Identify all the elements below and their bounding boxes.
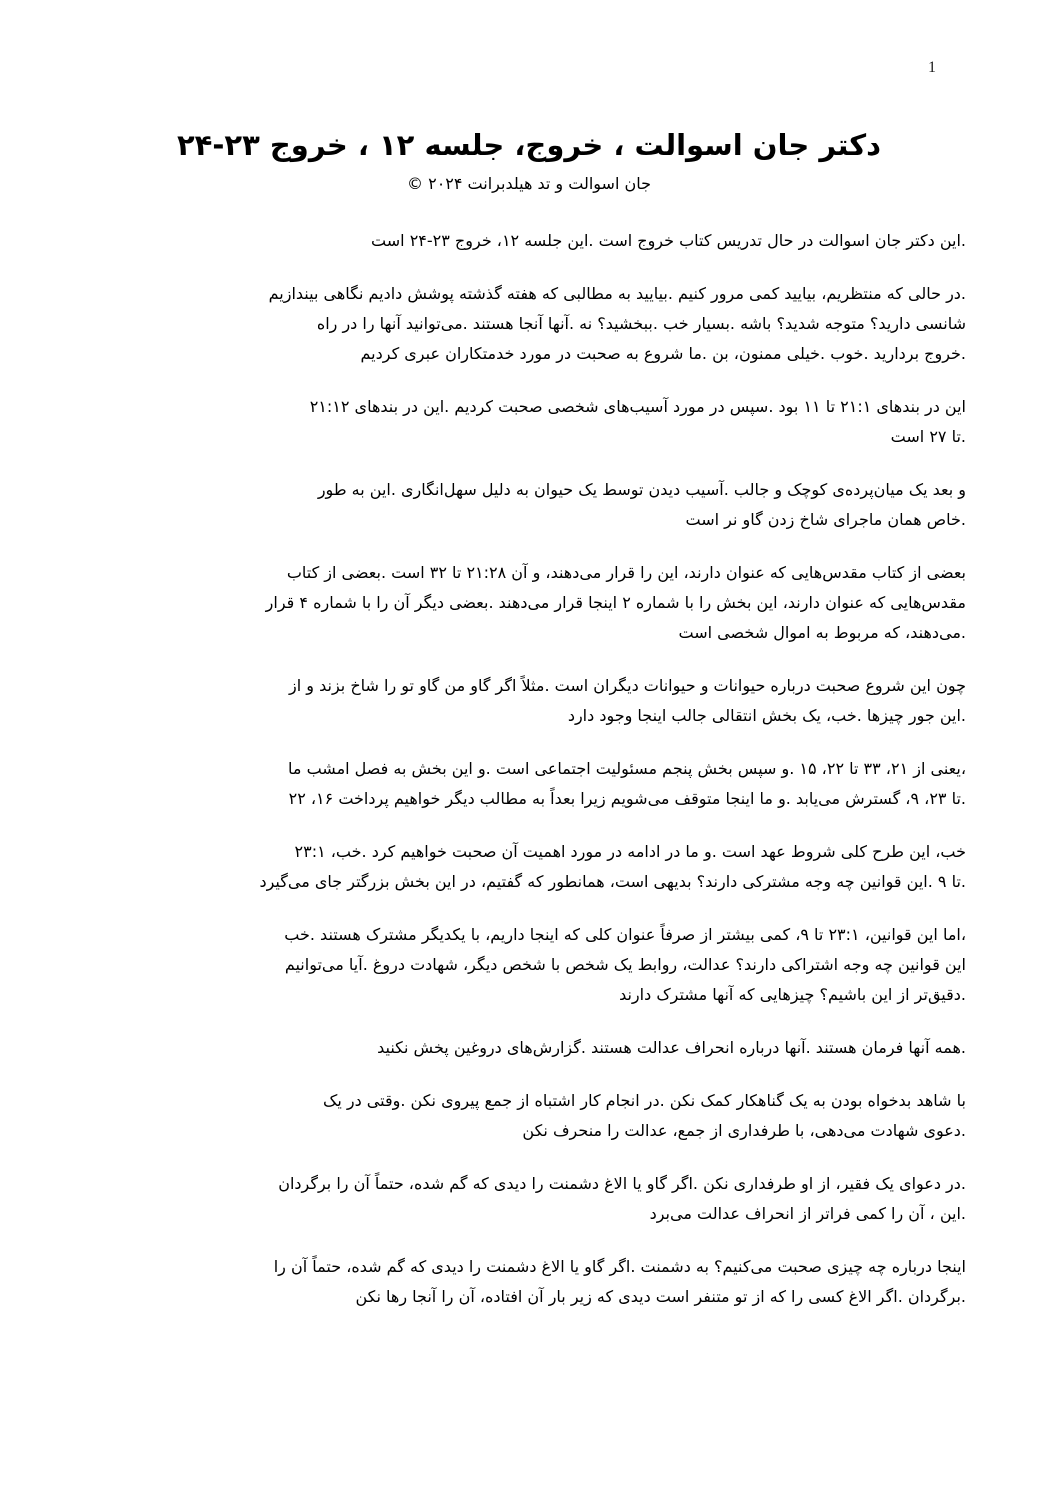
text-line: مقدس‌هایی که عنوان دارند، این بخش را با شماره ۲ اینجا قرار می‌دهند .بعضی دیگر آن را با شماره ۴ قرار — [265, 593, 966, 612]
text-line: .تا ۲۷ است — [890, 427, 966, 446]
paragraph — [92, 1252, 966, 1312]
paragraph — [92, 226, 966, 256]
paragraph — [92, 1086, 966, 1146]
document-header — [0, 0, 1058, 196]
text-line: .تا ۲۳، ۹، گسترش می‌یابد .و ما اینجا متوقف می‌شویم زیرا بعداً به مطالب دیگر خواهیم پرداخت ۱۶، ۲۲ — [288, 789, 966, 808]
text-line: .این جور چیزها .خب، یک بخش انتقالی جالب اینجا وجود دارد — [567, 706, 966, 725]
text-line: .همه آنها فرمان هستند .آنها درباره انحراف عدالت هستند .گزارش‌های دروغین پخش نکنید — [377, 1038, 966, 1057]
text-line: چون این شروع صحبت درباره حیوانات و حیوانات دیگران است .مثلاً اگر گاو من گاو تو را شاخ بزند و از — [289, 676, 966, 695]
text-line: .در حالی که منتظریم، بیایید کمی مرور کنیم .بیایید به مطالبی که هفته گذشته پوشش دادیم نگاهی بیندازیم — [268, 284, 966, 303]
text-line: .تا ۹ .این قوانین چه وجه مشترکی دارند؟ بدیهی است، همانطور که گفتیم، در این بخش بزرگتر جای می‌گیرد — [259, 872, 966, 891]
text-line: و بعد یک میان‌پرده‌ی کوچک و جالب .آسیب دیدن توسط یک حیوان به دلیل سهل‌انگاری .این به طور — [317, 480, 966, 499]
text-line: .این دکتر جان اسوالت در حال تدریس کتاب خروج است .این جلسه ۱۲، خروج ۲۳-۲۴ است — [371, 231, 966, 250]
text-line: خب، این طرح کلی شروط عهد است .و ما در ادامه در مورد اهمیت آن صحبت خواهیم کرد .خب، ۲۳:۱ — [294, 842, 966, 861]
text-line: شانسی دارید؟ متوجه شدید؟ باشه .بسیار خب .ببخشید؟ نه .آنها آنجا هستند .می‌توانید آنها را در راه — [316, 314, 966, 333]
text-line: .خاص همان ماجرای شاخ زدن گاو نر است — [685, 510, 966, 529]
text-line: این قوانین چه وجه اشتراکی دارند؟ عدالت، روابط یک شخص با شخص دیگر، شهادت دروغ .آیا می‌توانیم — [284, 955, 966, 974]
text-line: .این ، آن را کمی فراتر از انحراف عدالت می‌برد — [649, 1204, 966, 1223]
paragraph — [92, 1033, 966, 1063]
copyright-byline: جان اسوالت و تد هیلدبرانت ۲۰۲۴ © — [407, 174, 651, 193]
paragraph — [92, 475, 966, 535]
text-line: .خروج بردارید .خوب .خیلی ممنون، بن .ما شروع به صحبت در مورد خدمتکاران عبری کردیم — [360, 344, 966, 363]
text-line: بعضی از کتاب مقدس‌هایی که عنوان دارند، این را قرار می‌دهند، و آن ۲۱:۲۸ تا ۳۲ است .بعضی از کتاب — [286, 563, 966, 582]
page-number: 1 — [928, 59, 936, 76]
paragraph — [92, 837, 966, 897]
paragraph — [92, 920, 966, 1010]
paragraph — [92, 754, 966, 814]
transcript-body — [92, 226, 966, 1312]
text-line: .می‌دهند، که مربوط به اموال شخصی است — [678, 623, 966, 642]
text-line: .برگردان .اگر الاغ کسی را که از تو متنفر است دیدی که زیر بار آن افتاده، آن را آنجا رها نکن — [355, 1287, 966, 1306]
text-line: .دعوی شهادت می‌دهی، با طرفداری از جمع، عدالت را منحرف نکن — [522, 1121, 966, 1140]
document-title: دکتر جان اسوالت ، خروج، جلسه ۱۲ ، خروج ۲۳-۲۴ — [176, 128, 882, 162]
text-line: اینجا درباره چه چیزی صحبت می‌کنیم؟ به دشمنت .اگر گاو یا الاغ دشمنت را دیدی که گم شده، حتماً آن را — [273, 1257, 966, 1276]
text-line: .دقیق‌تر از این باشیم؟ چیزهایی که آنها مشترک دارند — [619, 985, 966, 1004]
text-line: ،اما این قوانین، ۲۳:۱ تا ۹، کمی بیشتر از صرفاً عنوان کلی که اینجا داریم، با یکدیگر مشترک هستند .خب — [284, 925, 966, 944]
text-line: .در دعوای یک فقیر، از او طرفداری نکن .اگر گاو یا الاغ دشمنت را دیدی که گم شده، حتماً آن را برگردان — [278, 1174, 966, 1193]
text-line: ،یعنی از ۲۱، ۳۳ تا ۲۲، ۱۵ .و سپس بخش پنجم مسئولیت اجتماعی است .و این بخش به فصل امشب ما — [288, 759, 966, 778]
text-line: این در بندهای ۲۱:۱ تا ۱۱ بود .سپس در مورد آسیب‌های شخصی صحبت کردیم .این در بندهای ۲۱:۱۲ — [309, 397, 966, 416]
paragraph — [92, 392, 966, 452]
text-line: با شاهد بدخواه بودن به یک گناهکار کمک نکن .در انجام کار اشتباه از جمع پیروی نکن .وقتی در یک — [323, 1091, 966, 1110]
paragraph — [92, 279, 966, 369]
paragraph — [92, 671, 966, 731]
paragraph — [92, 1169, 966, 1229]
paragraph — [92, 558, 966, 648]
